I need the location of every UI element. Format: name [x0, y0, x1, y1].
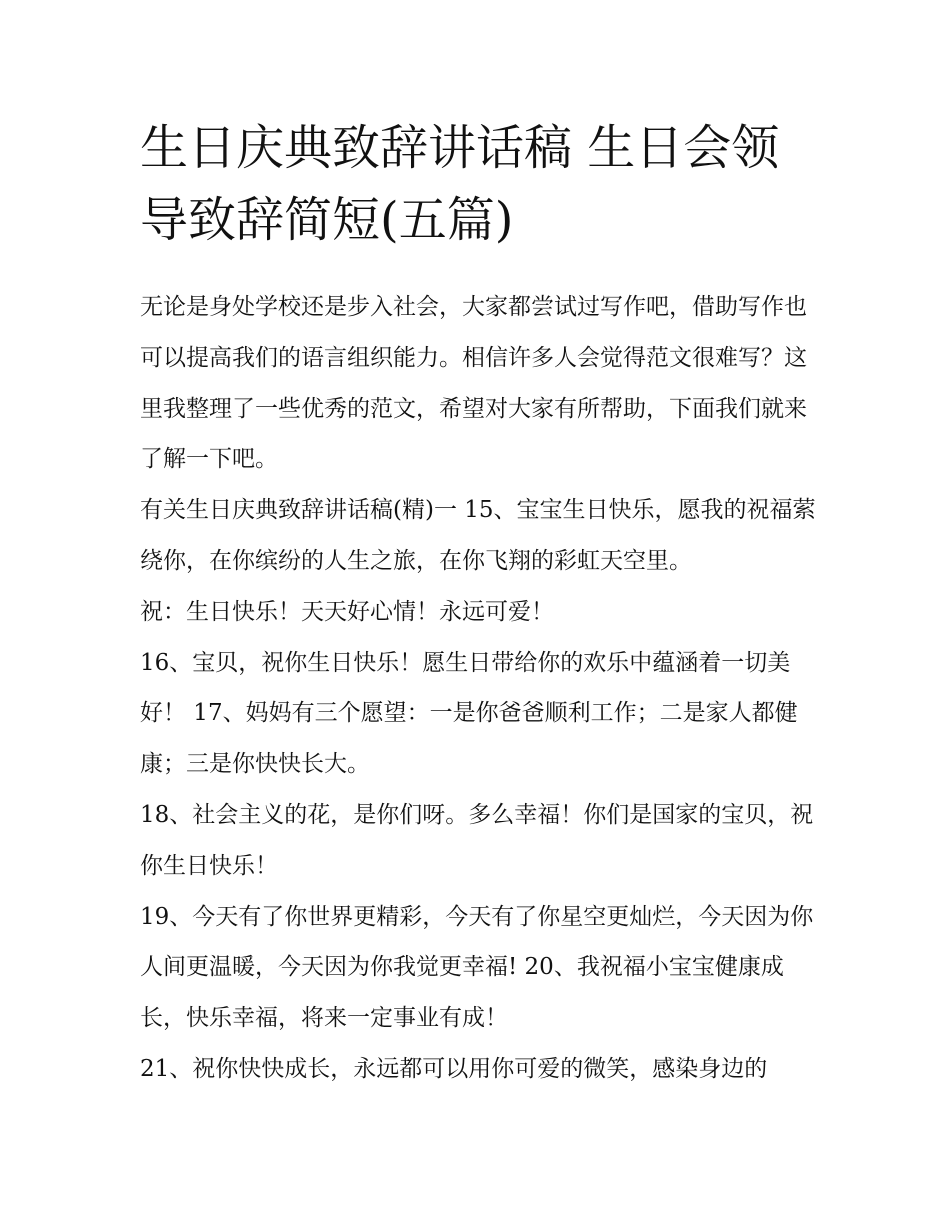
body-paragraph: 16、宝贝，祝你生日快乐！愿生日带给你的欢乐中蕴涵着一切美好！ 17、妈妈有三个愿望：一是你爸爸顺利工作；二是家人都健康；三是你快快长大。 [140, 649, 798, 778]
body-paragraph: 有关生日庆典致辞讲话稿(精)一 15、宝宝生日快乐，愿我的祝福萦绕你，在你缤纷的人生之旅，在你飞翔的彩虹天空里。 [140, 497, 816, 574]
document-page [140, 112, 820, 1095]
title-line-2: 导致辞简短(五篇) [140, 192, 514, 248]
title-line-1: 生日庆典致辞讲话稿 生日会领 [140, 120, 780, 176]
body-paragraph: 21、祝你快快成长，永远都可以用你可爱的微笑，感染身边的 [140, 1055, 768, 1082]
intro-paragraph: 无论是身处学校还是步入社会，大家都尝试过写作吧，借助写作也可以提高我们的语言组织能力。相信许多人会觉得范文很难写？这里我整理了一些优秀的范文，希望对大家有所帮助，下面我们就来了解一下吧。 [140, 294, 807, 473]
body-paragraph: 祝：生日快乐！天天好心情！永远可爱！ [140, 598, 554, 625]
document-title [140, 112, 820, 256]
body-paragraph: 18、社会主义的花，是你们呀。多么幸福！你们是国家的宝贝，祝你生日快乐！ [140, 801, 814, 879]
body-paragraph: 19、今天有了你世界更精彩，今天有了你星空更灿烂，今天因为你人间更温暖，今天因为你我觉更幸福! 20、我祝福小宝宝健康成长，快乐幸福，将来一定事业有成！ [140, 903, 814, 1032]
